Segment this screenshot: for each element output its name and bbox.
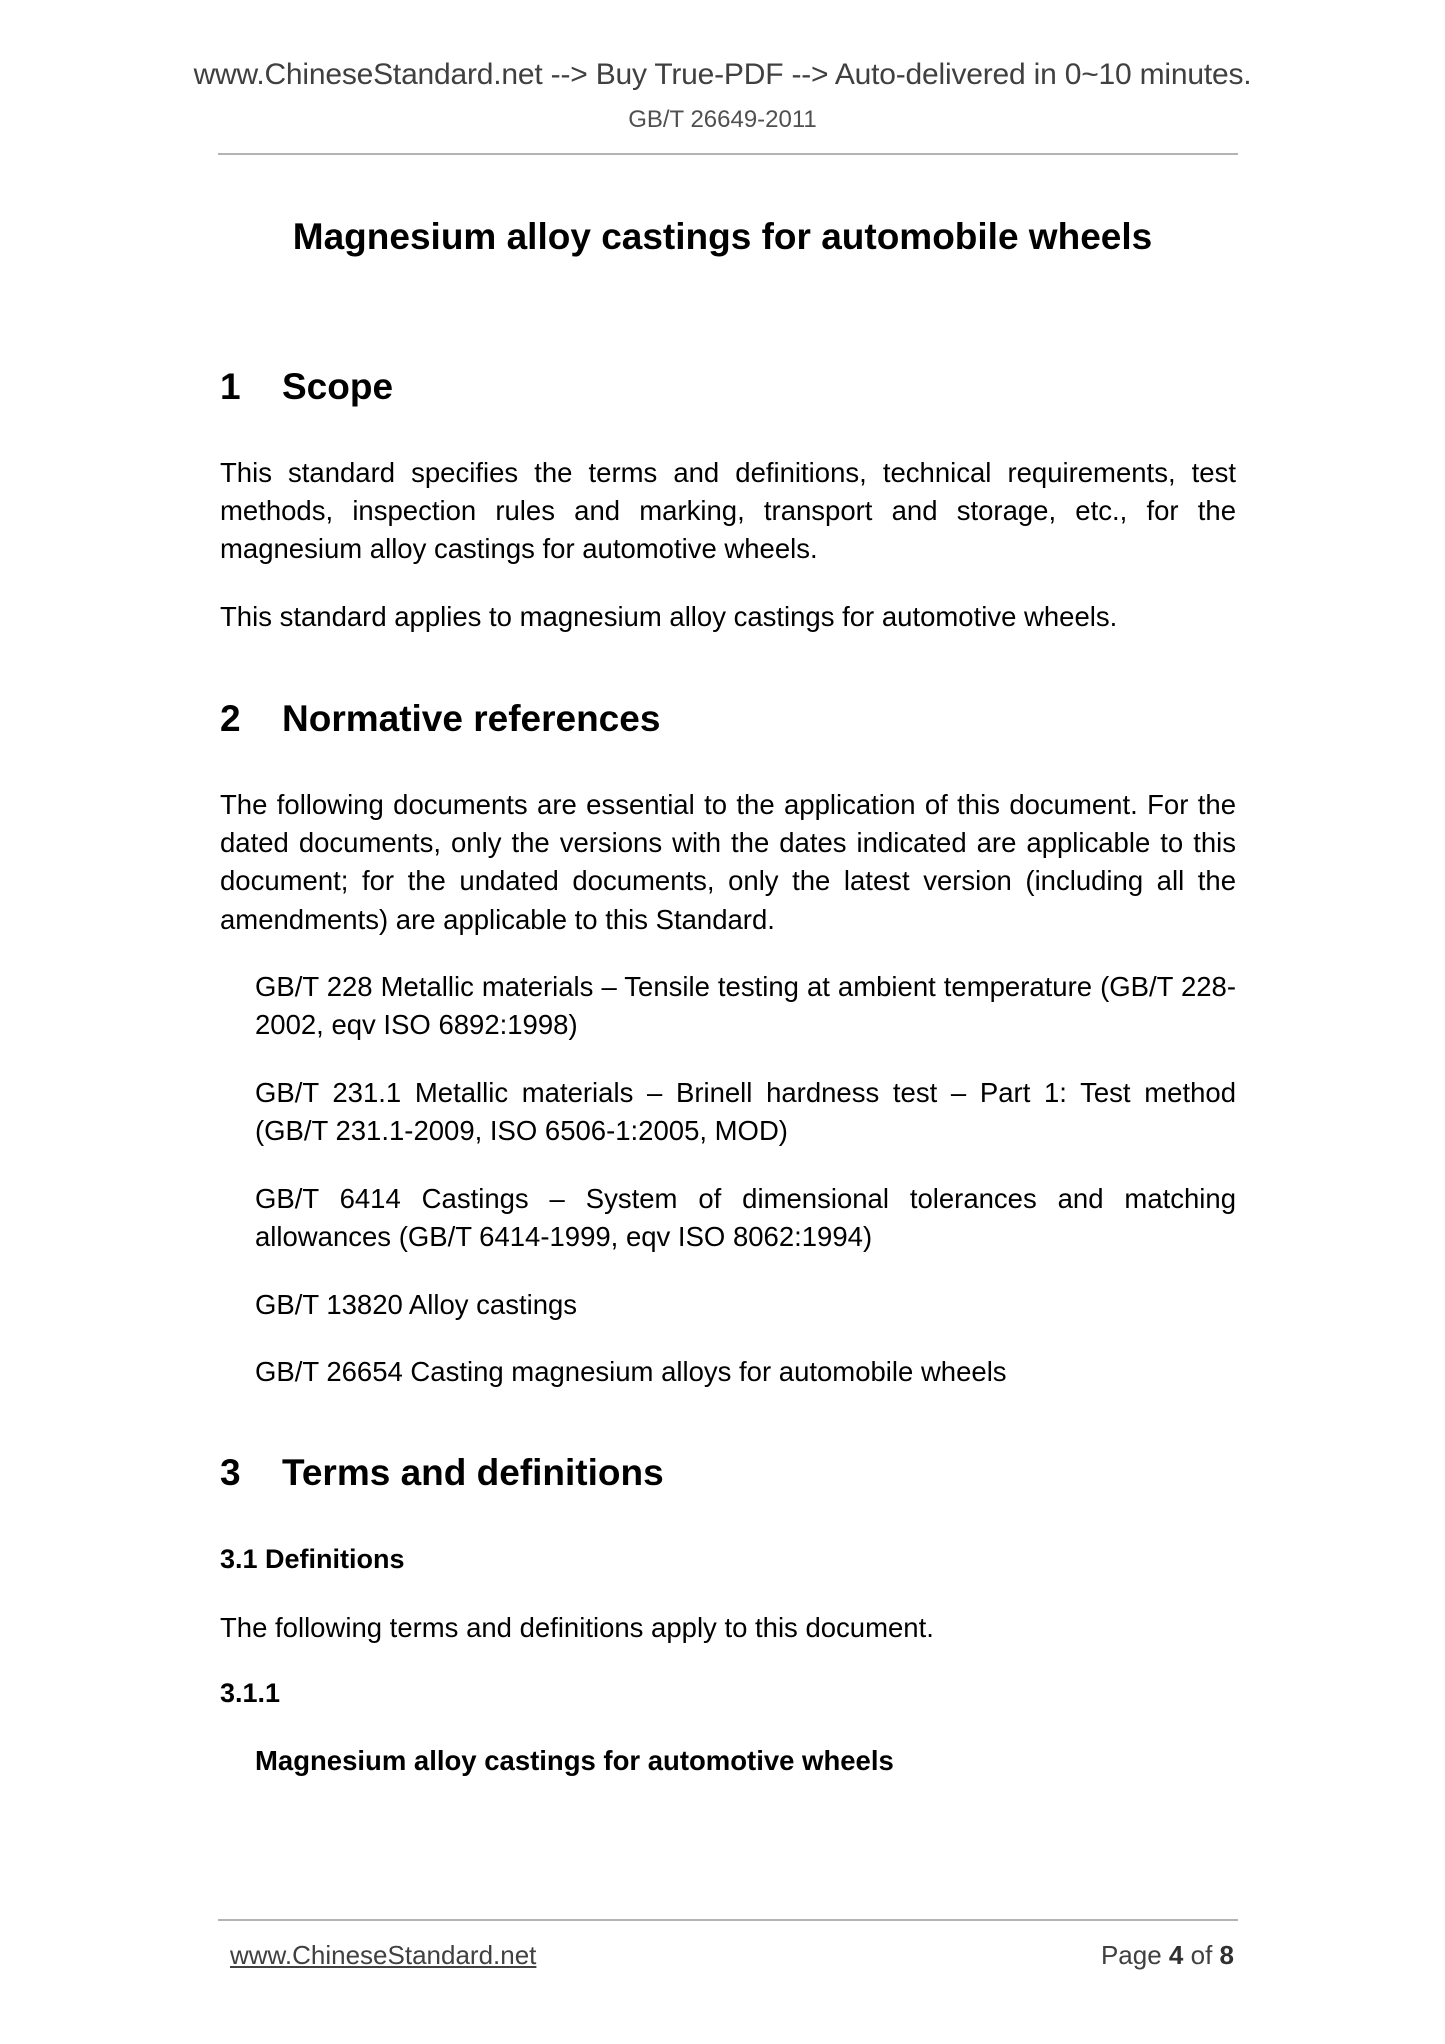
section-number: 2 (220, 698, 241, 739)
section-number: 1 (220, 366, 241, 407)
reference-item: GB/T 228 Metallic materials – Tensile testing at ambient temperature (GB/T 228-2002, eqv ISO 6892:1998) (255, 971, 1236, 1041)
scope-paragraph-2: This standard applies to magnesium alloy castings for automotive wheels. (220, 601, 1118, 632)
section-title: Terms and definitions (282, 1452, 664, 1493)
section-title: Normative references (282, 698, 661, 739)
definitions-intro-paragraph: The following terms and definitions apply to this document. (220, 1612, 934, 1643)
footer-divider (218, 1919, 1238, 1921)
section-3-heading (220, 1452, 664, 1494)
footer-website-link[interactable]: www.ChineseStandard.net (230, 1940, 537, 1970)
page-total: 8 (1219, 1940, 1234, 1970)
page-prefix: Page (1100, 1940, 1162, 1970)
reference-item: GB/T 26654 Casting magnesium alloys for automobile wheels (255, 1356, 1007, 1387)
clause-number: 3.1.1 (220, 1678, 281, 1708)
section-1-heading (220, 366, 393, 408)
reference-item: GB/T 13820 Alloy castings (255, 1289, 578, 1320)
header-divider (218, 153, 1238, 155)
page-of: of (1190, 1940, 1213, 1970)
reference-item: GB/T 6414 Castings – System of dimensional tolerances and matching allowances (GB/T 6414-1999, eqv ISO 8062:1994) (255, 1183, 1236, 1253)
header-banner: www.ChineseStandard.net --> Buy True-PDF --> Auto-delivered in 0~10 minutes. (193, 58, 1252, 91)
page-indicator (1101, 1940, 1234, 1971)
defined-term: Magnesium alloy castings for automotive wheels (255, 1745, 894, 1776)
normative-intro-paragraph: The following documents are essential to the application of this document. For the dated documents, only the versions with the dates indicated are applicable to this document; for the undated documents, only the latest version (including all the amendments) are applicable to this Standard. (220, 789, 1236, 935)
subsection-heading: 3.1 Definitions (220, 1544, 405, 1574)
page-current: 4 (1168, 1940, 1184, 1970)
reference-item: GB/T 231.1 Metallic materials – Brinell hardness test – Part 1: Test method (GB/T 231.1-2009, ISO 6506-1:2005, MOD) (255, 1077, 1236, 1147)
scope-paragraph-1: This standard specifies the terms and definitions, technical requirements, test methods, inspection rules and marking, transport and storage, etc., for the magnesium alloy castings for automotive wheels. (220, 457, 1236, 565)
section-number: 3 (220, 1452, 241, 1493)
section-title: Scope (282, 366, 394, 407)
header-doc-id: GB/T 26649-2011 (628, 106, 817, 133)
document-title: Magnesium alloy castings for automobile wheels (292, 216, 1153, 257)
section-2-heading (220, 698, 660, 740)
